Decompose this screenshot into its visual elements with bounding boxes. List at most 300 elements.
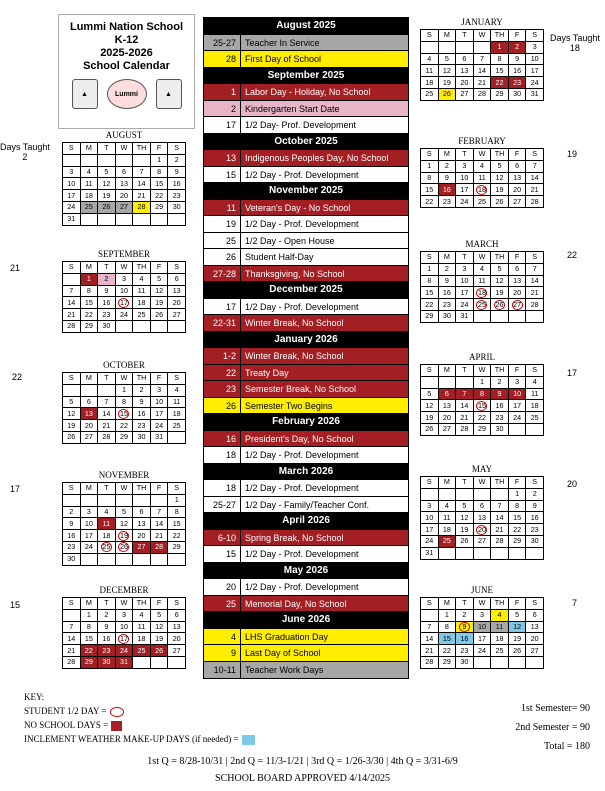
day-cell: 30 [456, 656, 474, 668]
day-cell: 22 [80, 309, 98, 321]
day-cell [98, 213, 116, 225]
day-cell: 16 [98, 297, 116, 309]
event-row [204, 299, 408, 316]
day-cell [168, 213, 186, 225]
day-cell: 8 [421, 172, 439, 184]
day-cell: 10 [115, 621, 133, 633]
weekday-header: F [508, 252, 526, 264]
day-cell [491, 310, 509, 322]
day-cell: 22 [421, 299, 439, 311]
weekday-header: T [98, 483, 116, 495]
day-cell [63, 609, 81, 621]
event-text: LHS Graduation Day [245, 631, 329, 642]
day-cell: 11 [473, 172, 491, 184]
day-cell [473, 400, 491, 412]
day-cell: 27 [168, 309, 186, 321]
day-cell: 18 [438, 524, 456, 536]
weekday-header: F [508, 30, 526, 42]
event-date: 22 [204, 365, 241, 381]
day-cell: 20 [115, 190, 133, 202]
day-cell [115, 408, 133, 420]
day-cell: 7 [526, 160, 544, 172]
half-day-marker: 15 [477, 400, 486, 410]
event-text: Labor Day - Holiday, No School [245, 87, 371, 97]
day-cell [473, 310, 491, 322]
day-cell: 8 [421, 275, 439, 287]
weekday-header: F [508, 598, 526, 610]
day-cell: 1 [491, 41, 509, 53]
half-day-marker: 25 [102, 542, 111, 552]
day-cell: 15 [491, 65, 509, 77]
day-cell: 26 [421, 423, 439, 435]
day-cell: 4 [133, 273, 151, 285]
day-cell: 15 [150, 178, 168, 190]
day-cell: 13 [80, 408, 98, 420]
day-cell: 4 [473, 263, 491, 275]
day-cell [80, 553, 98, 565]
event-date: 26 [204, 249, 241, 265]
day-cell: 27 [168, 645, 186, 657]
day-cell: 24 [456, 299, 474, 311]
day-cell: 19 [63, 420, 81, 432]
day-cell: 2 [438, 263, 456, 275]
approval-line: SCHOOL BOARD APPROVED 4/14/2025 [215, 773, 390, 784]
month-name: MAY [471, 464, 493, 474]
days-taught-label: Days Taught [0, 142, 50, 152]
weekday-header: S [63, 373, 81, 385]
day-cell: 30 [491, 423, 509, 435]
day-cell: 30 [98, 656, 116, 668]
day-cell: 23 [63, 541, 81, 553]
day-cell: 20 [168, 297, 186, 309]
logos [59, 79, 194, 109]
event-date: 13 [204, 150, 241, 166]
month-grid [420, 364, 544, 436]
day-cell [491, 299, 509, 311]
key [24, 690, 255, 746]
day-cell: 17 [456, 184, 474, 196]
day-cell: 13 [438, 400, 456, 412]
day-cell: 25 [421, 88, 439, 100]
day-cell [491, 547, 509, 559]
day-cell: 4 [133, 609, 151, 621]
day-cell: 24 [115, 309, 133, 321]
day-cell: 4 [98, 506, 116, 518]
day-cell: 28 [98, 431, 116, 443]
day-cell [133, 320, 151, 332]
day-cell: 26 [63, 431, 81, 443]
weekday-header: M [80, 373, 98, 385]
day-cell: 15 [421, 184, 439, 196]
day-cell [115, 297, 133, 309]
weekday-header: W [473, 365, 491, 377]
day-cell: 21 [63, 309, 81, 321]
day-cell: 13 [168, 621, 186, 633]
weekday-header: S [421, 252, 439, 264]
event-text: Veteran's Day - No School [245, 202, 351, 213]
day-cell: 8 [491, 53, 509, 65]
weekday-header: M [80, 143, 98, 155]
day-cell: 21 [133, 190, 151, 202]
day-cell [508, 547, 526, 559]
day-cell: 22 [168, 530, 186, 542]
day-cell [115, 530, 133, 542]
weekday-header: S [526, 365, 544, 377]
day-cell [115, 553, 133, 565]
day-cell: 12 [63, 408, 81, 420]
days-taught [567, 479, 577, 489]
day-cell: 6 [526, 609, 544, 621]
day-cell: 24 [508, 412, 526, 424]
weekday-header: TH [491, 477, 509, 489]
month-grid [62, 142, 186, 226]
event-date: 25 [204, 233, 241, 249]
month-grid [62, 482, 186, 566]
day-cell: 28 [63, 656, 81, 668]
day-cell: 15 [168, 518, 186, 530]
day-cell: 3 [456, 160, 474, 172]
day-cell [526, 423, 544, 435]
month-name: JUNE [471, 585, 493, 595]
weekday-header: F [150, 483, 168, 495]
weekday-header: T [456, 598, 474, 610]
day-cell: 2 [508, 41, 526, 53]
month-name: SEPTEMBER [97, 249, 150, 259]
day-cell: 29 [115, 431, 133, 443]
day-cell: 4 [491, 609, 509, 621]
event-date: 6-10 [204, 530, 241, 546]
day-cell [473, 488, 491, 500]
day-cell: 6 [508, 263, 526, 275]
weekday-header: S [63, 143, 81, 155]
weekday-header: M [438, 252, 456, 264]
day-cell: 25 [438, 535, 456, 547]
day-cell: 3 [63, 166, 81, 178]
day-cell: 6 [115, 166, 133, 178]
weekday-header: M [438, 598, 456, 610]
day-cell: 3 [80, 506, 98, 518]
month-name: APRIL [468, 352, 495, 362]
day-cell [456, 621, 474, 633]
day-cell [168, 553, 186, 565]
day-cell: 8 [150, 166, 168, 178]
day-cell: 9 [98, 285, 116, 297]
day-cell: 30 [133, 431, 151, 443]
event-date: 25 [204, 596, 241, 612]
event-text: Semester Break, No School [245, 384, 357, 394]
days-taught [10, 484, 20, 494]
day-cell: 15 [421, 287, 439, 299]
day-cell: 13 [168, 285, 186, 297]
day-cell: 1 [421, 160, 439, 172]
day-cell: 2 [438, 160, 456, 172]
weekday-header: F [508, 365, 526, 377]
day-cell [421, 41, 439, 53]
day-cell: 24 [421, 535, 439, 547]
day-cell [98, 384, 116, 396]
day-cell [456, 488, 474, 500]
day-cell: 16 [508, 65, 526, 77]
day-cell: 1 [150, 154, 168, 166]
day-cell: 29 [473, 423, 491, 435]
day-cell: 27 [115, 201, 133, 213]
day-cell: 27 [438, 423, 456, 435]
day-cell [115, 154, 133, 166]
day-cell [133, 154, 151, 166]
weekday-header: F [150, 143, 168, 155]
weekday-header: S [168, 483, 186, 495]
half-day-marker: 9 [459, 622, 470, 632]
day-cell [508, 423, 526, 435]
day-cell: 6 [133, 506, 151, 518]
day-cell: 21 [526, 287, 544, 299]
day-cell [115, 494, 133, 506]
day-cell [63, 494, 81, 506]
weekday-header: T [98, 373, 116, 385]
calendar-march [420, 238, 544, 323]
total-days: Total = 180 [543, 741, 590, 752]
day-cell: 11 [473, 275, 491, 287]
calendar-february [420, 135, 544, 208]
day-cell: 11 [491, 621, 509, 633]
day-cell: 28 [473, 88, 491, 100]
day-cell: 2 [98, 273, 116, 285]
day-cell: 27 [456, 88, 474, 100]
days-taught-value: 17 [567, 368, 578, 378]
day-cell: 19 [150, 633, 168, 645]
day-cell [438, 547, 456, 559]
event-row [204, 431, 408, 448]
calendar-august [62, 129, 186, 226]
day-cell: 7 [421, 621, 439, 633]
event-date: 22-31 [204, 315, 241, 331]
event-row [204, 348, 408, 365]
day-cell [473, 656, 491, 668]
event-row [204, 579, 408, 596]
day-cell: 11 [438, 512, 456, 524]
day-cell: 20 [456, 77, 474, 89]
weekday-header: S [421, 30, 439, 42]
event-date: 1 [204, 84, 241, 100]
days-taught [12, 372, 22, 382]
day-cell: 4 [526, 376, 544, 388]
day-cell: 25 [526, 412, 544, 424]
day-cell: 5 [421, 388, 439, 400]
day-cell: 27 [526, 645, 544, 657]
event-text: Winter Break, No School [245, 318, 344, 328]
day-cell: 23 [456, 645, 474, 657]
calendar-april [420, 351, 544, 436]
day-cell: 10 [508, 388, 526, 400]
weekday-header: F [150, 373, 168, 385]
half-day-marker: 19 [119, 530, 128, 540]
weekday-header: M [80, 598, 98, 610]
day-cell: 20 [168, 633, 186, 645]
day-cell [80, 213, 98, 225]
weekday-header: S [168, 598, 186, 610]
weekday-header: T [456, 30, 474, 42]
day-cell: 28 [150, 541, 168, 553]
days-taught [550, 33, 600, 53]
day-cell: 20 [508, 287, 526, 299]
weekday-header: S [421, 149, 439, 161]
day-cell: 5 [98, 166, 116, 178]
day-cell: 22 [491, 77, 509, 89]
day-cell: 26 [150, 645, 168, 657]
days-taught [567, 368, 577, 378]
day-cell: 24 [526, 77, 544, 89]
day-cell: 8 [80, 621, 98, 633]
day-cell: 9 [133, 396, 151, 408]
day-cell: 2 [168, 154, 186, 166]
event-month-header: November 2025 [204, 183, 408, 200]
weekday-header: TH [133, 373, 151, 385]
day-cell: 31 [115, 656, 133, 668]
day-cell: 15 [80, 297, 98, 309]
day-cell: 23 [438, 196, 456, 208]
calendar-june [420, 584, 544, 669]
day-cell: 5 [491, 160, 509, 172]
day-cell: 17 [63, 190, 81, 202]
weekday-header: S [526, 149, 544, 161]
day-cell: 6 [168, 609, 186, 621]
half-day-marker: 26 [119, 542, 128, 552]
day-cell: 6 [168, 273, 186, 285]
day-cell: 9 [63, 518, 81, 530]
day-cell [526, 656, 544, 668]
weekday-header: W [115, 598, 133, 610]
weekday-header: W [115, 483, 133, 495]
event-text: 1/2 Day - Prof. Development [245, 549, 359, 559]
day-cell: 18 [421, 77, 439, 89]
day-cell: 9 [168, 166, 186, 178]
day-cell: 3 [150, 384, 168, 396]
event-text: Kindergarten Start Date [245, 103, 340, 114]
day-cell: 7 [63, 285, 81, 297]
day-cell: 19 [421, 412, 439, 424]
day-cell: 15 [80, 633, 98, 645]
semester-2-days: 2nd Semester = 90 [515, 722, 590, 733]
day-cell: 13 [508, 172, 526, 184]
day-cell: 19 [491, 184, 509, 196]
day-cell: 1 [168, 494, 186, 506]
month-name: AUGUST [105, 130, 143, 140]
day-cell: 5 [438, 53, 456, 65]
event-month-header: May 2026 [204, 563, 408, 580]
day-cell [63, 273, 81, 285]
day-cell: 6 [508, 160, 526, 172]
day-cell: 17 [421, 524, 439, 536]
weekday-header: S [526, 252, 544, 264]
day-cell: 18 [98, 530, 116, 542]
event-row [204, 35, 408, 52]
day-cell: 24 [150, 420, 168, 432]
day-cell: 23 [168, 190, 186, 202]
event-month-header: June 2026 [204, 612, 408, 629]
day-cell [98, 154, 116, 166]
day-cell: 19 [456, 524, 474, 536]
event-row [204, 233, 408, 250]
day-cell: 12 [150, 621, 168, 633]
half-day-marker: 17 [119, 633, 128, 643]
day-cell: 26 [98, 201, 116, 213]
day-cell: 26 [150, 309, 168, 321]
event-text: Last Day of School [245, 648, 321, 658]
day-cell: 22 [150, 190, 168, 202]
event-row [204, 662, 408, 679]
day-cell: 29 [421, 310, 439, 322]
day-cell: 23 [98, 645, 116, 657]
day-cell: 1 [508, 488, 526, 500]
day-cell: 30 [98, 320, 116, 332]
calendar-september [62, 248, 186, 333]
weekday-header: TH [491, 149, 509, 161]
day-cell [98, 541, 116, 553]
day-cell: 6 [80, 396, 98, 408]
day-cell: 1 [473, 376, 491, 388]
day-cell: 23 [491, 412, 509, 424]
event-date: 26 [204, 398, 241, 414]
event-row [204, 216, 408, 233]
weekday-header: W [115, 262, 133, 274]
event-date: 25-27 [204, 497, 241, 513]
month-grid [62, 261, 186, 333]
day-cell [168, 431, 186, 443]
day-cell: 4 [473, 160, 491, 172]
day-cell: 7 [150, 506, 168, 518]
days-taught [572, 598, 577, 608]
day-cell: 3 [421, 500, 439, 512]
day-cell [133, 494, 151, 506]
grade-range: K-12 [114, 34, 139, 46]
day-cell: 7 [63, 621, 81, 633]
month-grid [420, 597, 544, 669]
month-name: DECEMBER [99, 585, 149, 595]
days-taught [567, 149, 577, 159]
quarters-line: 1st Q = 8/28-10/31 | 2nd Q = 11/3-1/21 | 3rd Q = 1/26-3/30 | 4th Q = 3/31-6/9 [147, 756, 458, 767]
circle-swatch-icon [110, 707, 124, 717]
day-cell: 16 [456, 633, 474, 645]
day-cell: 14 [456, 400, 474, 412]
school-year: 2025-2026 [100, 47, 153, 59]
day-cell: 17 [508, 400, 526, 412]
weekday-header: M [438, 477, 456, 489]
day-cell: 28 [63, 320, 81, 332]
day-cell: 16 [526, 512, 544, 524]
event-date: 25-27 [204, 35, 241, 51]
day-cell: 14 [421, 633, 439, 645]
day-cell: 31 [421, 547, 439, 559]
day-cell [133, 656, 151, 668]
day-cell: 14 [63, 297, 81, 309]
day-cell: 11 [526, 388, 544, 400]
day-cell: 18 [80, 190, 98, 202]
day-cell: 16 [133, 408, 151, 420]
month-name: JANUARY [461, 17, 503, 27]
day-cell: 10 [456, 172, 474, 184]
weekday-header: S [421, 365, 439, 377]
event-month-header: September 2025 [204, 68, 408, 85]
day-cell [150, 320, 168, 332]
event-text: 1/2 Day - Prof. Development [245, 219, 359, 229]
days-taught-value: 19 [567, 149, 578, 159]
day-cell: 7 [491, 500, 509, 512]
day-cell: 27 [473, 535, 491, 547]
weekday-header: T [98, 598, 116, 610]
day-cell [63, 384, 81, 396]
day-cell: 25 [133, 645, 151, 657]
day-cell: 25 [168, 420, 186, 432]
